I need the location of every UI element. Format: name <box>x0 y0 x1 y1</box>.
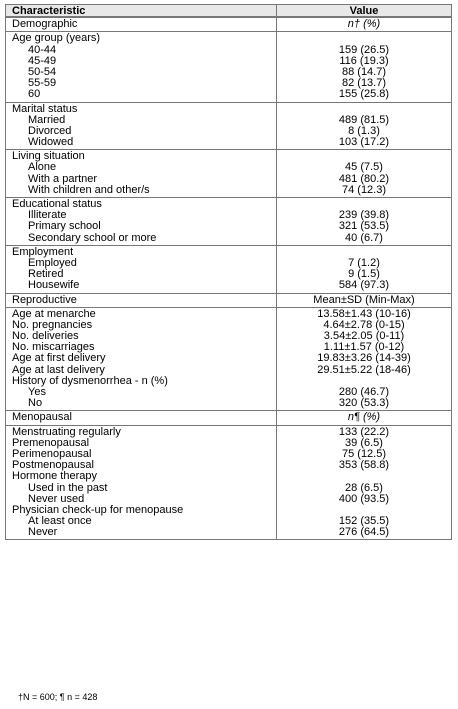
section-labels <box>6 411 277 424</box>
section-header-label: Demographic <box>12 18 78 31</box>
row-label: Alone <box>28 161 57 174</box>
row-label: Never used <box>28 492 85 505</box>
row-label: No. pregnancies <box>12 318 93 331</box>
row-label: Never <box>28 526 58 539</box>
row-value: 280 (46.7) <box>338 386 390 398</box>
row-value: 3.54±2.05 (0-11) <box>323 330 405 343</box>
row-value: 103 (17.2) <box>338 136 390 149</box>
row-label: Divorced <box>28 124 72 137</box>
section-values <box>277 308 451 411</box>
row-label: 45-49 <box>28 54 57 67</box>
row-label: Perimenopausal <box>12 447 92 460</box>
section-labels <box>6 308 277 411</box>
row-label: No <box>28 397 43 410</box>
header-value: Value <box>349 5 379 17</box>
section-menopausal-header <box>5 411 452 425</box>
row-value: 8 (1.3) <box>348 124 380 137</box>
section-labels <box>6 426 277 540</box>
row-label: Illiterate <box>28 209 67 222</box>
row-value: 39 (6.5) <box>345 436 383 449</box>
row-value: 155 (25.8) <box>338 88 390 101</box>
section-values <box>277 103 451 150</box>
section-values <box>277 198 451 245</box>
row-label: Physician check-up for menopause <box>12 503 184 516</box>
row-label: Used in the past <box>28 481 108 494</box>
section-labels <box>6 32 277 101</box>
section-labels <box>6 150 277 197</box>
row-label: Marital status <box>12 102 78 115</box>
row-label: 60 <box>28 88 41 101</box>
section-reproductive-header <box>5 294 452 308</box>
row-value: 19.83±3.26 (14-39) <box>317 352 411 365</box>
section-employment <box>5 246 452 294</box>
table-footnote: †N = 600; ¶ n = 428 <box>18 692 98 702</box>
row-label: Hormone therapy <box>12 470 97 483</box>
row-value <box>281 104 447 115</box>
section-menopausal <box>5 426 452 541</box>
row-value: 29.51±5.22 (18-46) <box>317 363 411 376</box>
row-value: 584 (97.3) <box>338 279 390 292</box>
section-values <box>277 411 451 424</box>
header-characteristic: Characteristic <box>6 5 277 16</box>
table-body <box>5 17 452 540</box>
row-label: Postmenopausal <box>12 459 94 472</box>
row-value: 481 (80.2) <box>338 172 390 185</box>
row-label: Primary school <box>28 220 101 233</box>
row-label: Age group (years) <box>12 32 101 45</box>
row-value: 321 (53.5) <box>338 220 390 233</box>
row-label: With children and other/s <box>28 183 150 196</box>
row-label: Premenopausal <box>12 436 90 449</box>
row-label: Age at last delivery <box>12 363 105 376</box>
section-labels <box>6 198 277 245</box>
section-labels <box>6 294 277 307</box>
row-label: 55-59 <box>28 77 57 90</box>
section-labels <box>6 246 277 293</box>
row-value: 4.64±2.78 (0-15) <box>323 318 405 331</box>
row-value: 88 (14.7) <box>341 65 387 78</box>
section-values <box>277 32 451 101</box>
row-value: 75 (12.5) <box>341 447 387 460</box>
row-label: Housewife <box>28 279 80 292</box>
row-label: With a partner <box>28 172 98 185</box>
section-values <box>277 294 451 307</box>
row-label: No. miscarriages <box>12 341 95 354</box>
row-value: 28 (6.5) <box>345 481 383 494</box>
row-value: 116 (19.3) <box>339 54 389 67</box>
row-value: 45 (7.5) <box>345 161 383 174</box>
section-labels <box>6 103 277 150</box>
section-demographic-header <box>5 17 452 32</box>
row-label: 50-54 <box>28 65 57 78</box>
row-value: 1.11±1.57 (0-12) <box>323 341 405 354</box>
row-label: Retired <box>28 268 64 281</box>
row-value <box>281 33 447 44</box>
section-marital-status <box>5 103 452 151</box>
row-value <box>281 471 447 482</box>
section-header-label: Menopausal <box>12 411 72 424</box>
row-label: Age at first delivery <box>12 352 106 365</box>
section-values <box>277 18 451 31</box>
row-value: 400 (93.5) <box>338 492 390 505</box>
section-educational-status <box>5 198 452 246</box>
row-label: Secondary school or more <box>28 231 157 244</box>
section-header-label: Reproductive <box>12 293 77 306</box>
row-value: 7 (1.2) <box>348 256 380 269</box>
row-value: 152 (35.5) <box>338 515 390 528</box>
row-value: 82 (13.7) <box>341 77 387 90</box>
section-values <box>277 246 451 293</box>
section-header-value: Mean±SD (Min-Max) <box>313 293 415 306</box>
row-label: Yes <box>28 386 46 398</box>
section-values <box>277 426 451 540</box>
row-value: 353 (58.8) <box>338 459 390 472</box>
characteristics-table <box>5 4 452 540</box>
row-value: 276 (64.5) <box>338 526 390 539</box>
row-label: History of dysmenorrhea - n (%) <box>12 374 168 387</box>
table-header-row <box>5 4 452 17</box>
row-value: 320 (53.3) <box>338 397 390 410</box>
row-label: 40-44 <box>28 43 57 56</box>
row-value: 9 (1.5) <box>348 268 380 281</box>
row-value: 133 (22.2) <box>338 425 390 438</box>
row-value: 239 (39.8) <box>338 209 390 222</box>
section-header-value: n† (%) <box>347 18 381 31</box>
row-label: Age at menarche <box>12 307 96 320</box>
row-value: 159 (26.5) <box>338 43 390 56</box>
row-label: At least once <box>28 515 92 528</box>
row-label: Married <box>28 113 66 126</box>
row-value: 40 (6.7) <box>345 231 383 244</box>
row-value: 13.58±1.43 (10-16) <box>317 307 411 320</box>
section-header-value: n¶ (%) <box>347 411 381 424</box>
row-label: Educational status <box>12 198 102 210</box>
row-label: No. deliveries <box>12 330 79 343</box>
row-value: 489 (81.5) <box>338 113 390 126</box>
section-living-situation <box>5 150 452 198</box>
row-label: Widowed <box>28 136 74 149</box>
section-labels <box>6 18 277 31</box>
section-reproductive <box>5 308 452 412</box>
row-label: Employed <box>28 256 77 269</box>
section-values <box>277 150 451 197</box>
row-label: Menstruating regularly <box>12 425 121 438</box>
row-label: Employment <box>12 245 74 258</box>
section-age-group <box>5 32 452 102</box>
row-value: 74 (12.3) <box>341 183 387 196</box>
row-label: Living situation <box>12 150 85 163</box>
